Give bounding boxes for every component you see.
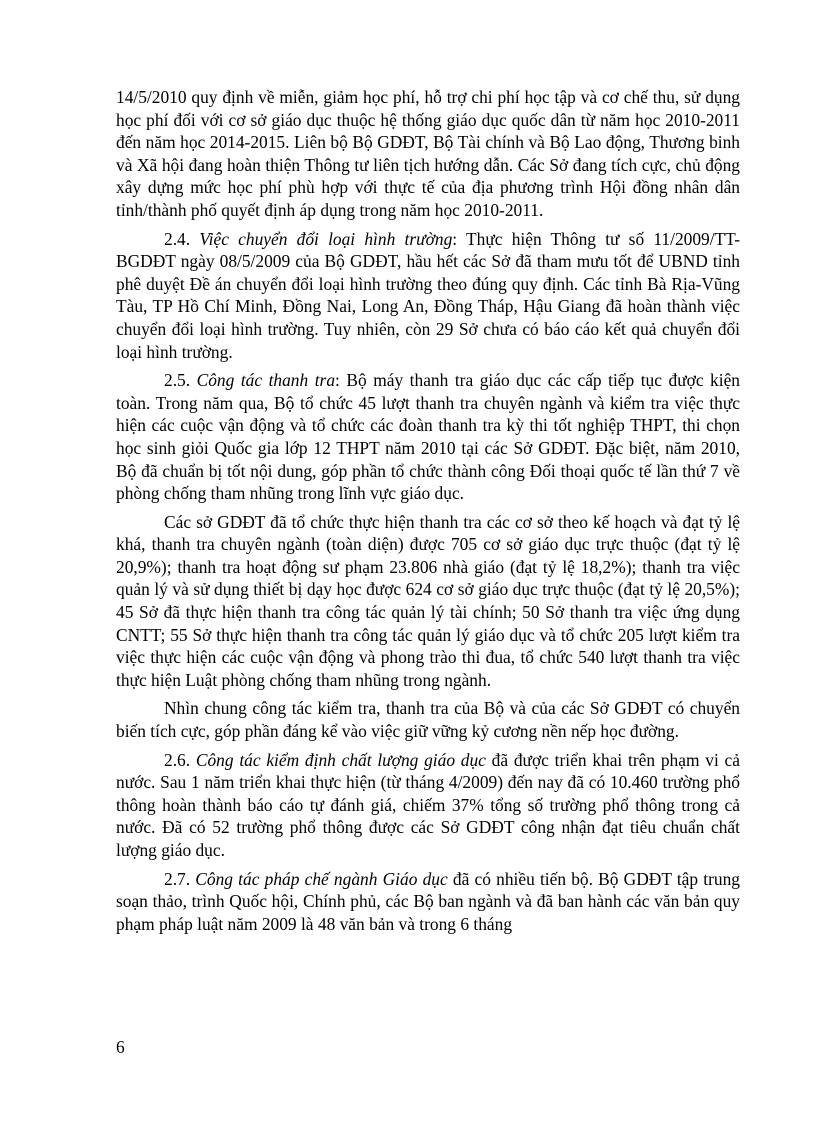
section-number: 2.6. [164,749,196,770]
section-heading-italic: Công tác pháp chế ngành Giáo dục [195,868,448,889]
paragraph-department-inspections [116,511,740,692]
section-number: 2.5. [164,370,197,391]
page-number: 6 [116,1037,125,1057]
paragraph-quality-accreditation [116,749,740,862]
document-body [116,86,740,941]
section-number: 2.4. [164,228,200,249]
paragraph-text: đã có nhiều tiến bộ. Bộ GDĐT tập trung soạn thảo, trình Quốc hội, Chính phủ, các Bộ ban ngành và đã ban hành các văn bản quy phạm pháp luật năm 2009 là 48 văn bản và trong 6 tháng [116,868,740,934]
section-heading-italic: Công tác kiểm định chất lượng giáo dục [195,749,486,770]
paragraph-text: : Thực hiện Thông tư số 11/2009/TT-BGDĐT ngày 08/5/2009 của Bộ GDĐT, hầu hết các Sở đã tham mưu tốt để UBND tỉnh phê duyệt Đề án chuyển đổi loại hình trường theo đúng quy định. Các tỉnh Bà Rịa-Vũng Tàu, TP Hồ Chí Minh, Đồng Nai, Long An, Đồng Tháp, Hậu Giang đã hoàn thành việc chuyển đổi loại hình trường. Tuy nhiên, còn 29 Sở chưa có báo cáo kết quả chuyển đổi loại hình trường. [116,228,740,362]
paragraph-text: đã được triển khai trên phạm vi cả nước. Sau 1 năm triển khai thực hiện (từ tháng 4/2009) đến nay đã có 10.460 trường phổ thông hoàn thành báo cáo tự đánh giá, chiếm 37% tổng số trường phổ thông trong cả nước. Đã có 52 trường phổ thông được các Sở GDĐT công nhận đạt tiêu chuẩn chất lượng giáo dục. [116,749,740,860]
paragraph-school-type-conversion [116,228,740,364]
paragraph-legal-affairs [116,868,740,936]
paragraph-inspection-summary [116,697,740,742]
paragraph-text: Các sở GDĐT đã tổ chức thực hiện thanh tra các cơ sở theo kế hoạch và đạt tỷ lệ khá, thanh tra chuyên ngành (toàn diện) được 705 cơ sở giáo dục trực thuộc (đạt tỷ lệ 20,9%); thanh tra hoạt động sư phạm 23.806 nhà giáo (đạt tỷ lệ 18,2%); thanh tra việc quản lý và sử dụng thiết bị dạy học được 624 cơ sở giáo dục trực thuộc (đạt tỷ lệ 20,5%); 45 Sở đã thực hiện thanh tra công tác quản lý tài chính; 50 Sở thanh tra việc ứng dụng CNTT; 55 Sở thực hiện thanh tra công tác quản lý giáo dục và tổ chức 205 lượt kiểm tra việc thực hiện các cuộc vận động và phong trào thi đua, tổ chức 540 lượt thanh tra việc thực hiện Luật phòng chống tham nhũng trong ngành. [116,511,740,690]
paragraph-inspection-work [116,369,740,505]
section-heading-italic: Công tác thanh tra [196,370,336,391]
section-heading-italic: Việc chuyển đổi loại hình trường [199,228,453,249]
paragraph-fee-regulation [116,86,740,222]
paragraph-text: 14/5/2010 quy định về miễn, giảm học phí, hỗ trợ chi phí học tập và cơ chế thu, sử dụng học phí đối với cơ sở giáo dục thuộc hệ thống giáo dục quốc dân từ năm học 2010-2011 đến năm học 2014-2015. Liên bộ Bộ GDĐT, Bộ Tài chính và Bộ Lao động, Thương binh và Xã hội đang hoàn thiện Thông tư liên tịch hướng dẫn. Các Sở đang tích cực, chủ động xây dựng mức học phí phù hợp với thực tế của địa phương trình Hội đồng nhân dân tỉnh/thành phố quyết định áp dụng trong năm học 2010-2011. [116,87,740,220]
paragraph-text: Nhìn chung công tác kiểm tra, thanh tra của Bộ và của các Sở GDĐT có chuyển biến tích cực, góp phần đáng kể vào việc giữ vững kỷ cương nền nếp học đường. [116,698,740,742]
section-number: 2.7. [164,868,196,889]
paragraph-text: : Bộ máy thanh tra giáo dục các cấp tiếp tục được kiện toàn. Trong năm qua, Bộ tổ chức 45 lượt thanh tra chuyên ngành và kiểm tra việc thực hiện các cuộc vận động và tổ chức các đoàn thanh tra kỳ thi tốt nghiệp THPT, thi chọn học sinh giỏi Quốc gia lớp 12 THPT năm 2010 tại các Sở GDĐT. Đặc biệt, năm 2010, Bộ đã chuẩn bị tốt nội dung, góp phần tổ chức thành công Đối thoại quốc tế lần thứ 7 về phòng chống tham nhũng trong lĩnh vực giáo dục. [116,370,740,504]
